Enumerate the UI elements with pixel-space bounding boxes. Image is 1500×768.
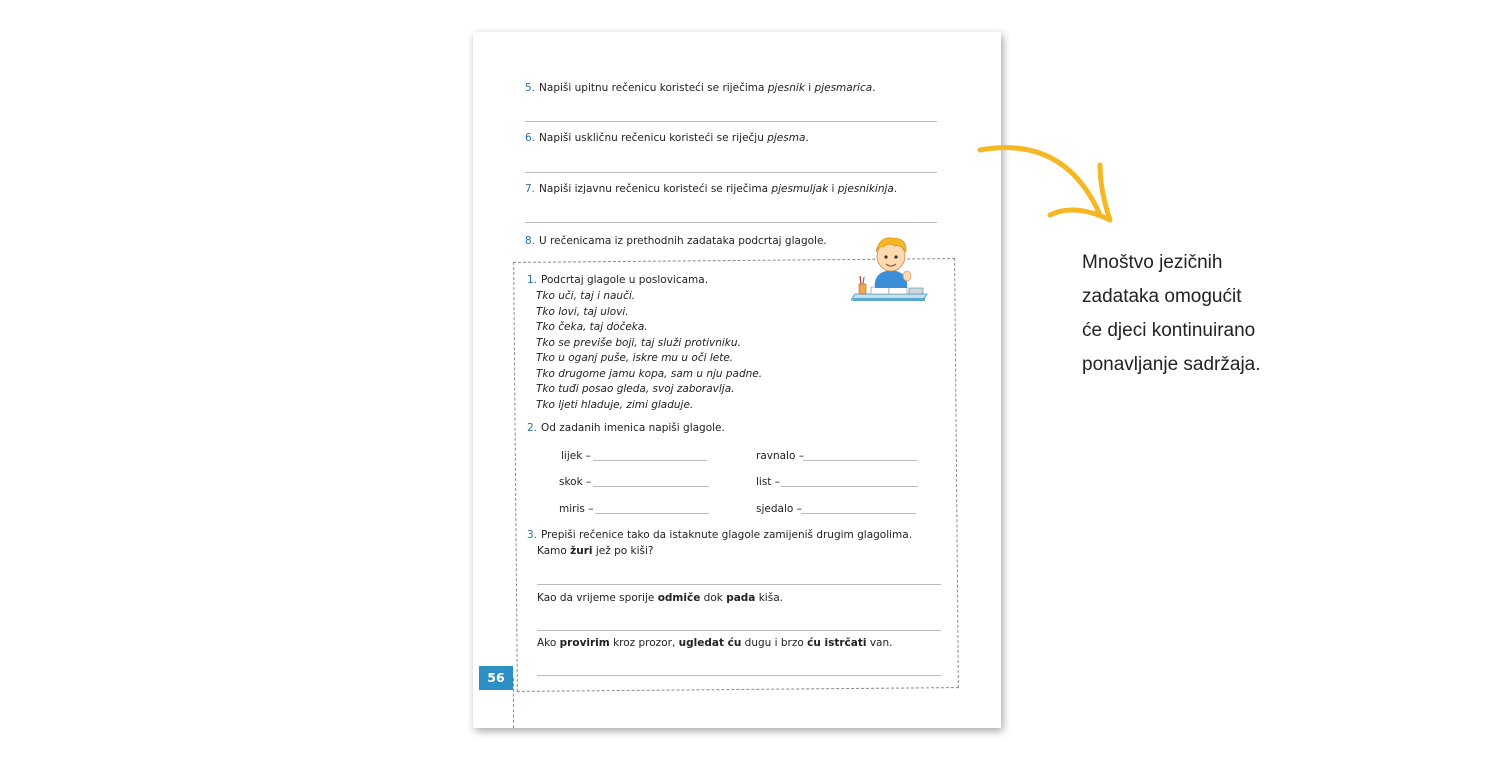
sentence-1 bbox=[537, 545, 653, 557]
task-word: pjesmarica bbox=[814, 82, 873, 94]
callout-line: će djeci kontinuirano bbox=[1082, 320, 1256, 341]
sentence-text: dugu i brzo bbox=[741, 637, 808, 649]
sentence-2 bbox=[537, 592, 783, 604]
answer-line bbox=[525, 222, 937, 223]
task-number: 7. bbox=[525, 183, 536, 195]
task-text: i bbox=[828, 183, 838, 195]
sentence-text: Kamo bbox=[537, 545, 571, 557]
page-number: 56 bbox=[479, 666, 513, 690]
noun-label: sjedalo – bbox=[756, 503, 802, 515]
answer-line bbox=[537, 584, 941, 585]
highlighted-verb: pada bbox=[726, 592, 756, 604]
task-5 bbox=[525, 82, 876, 94]
highlighted-verb: odmiče bbox=[657, 592, 701, 604]
sentence-text: kiša. bbox=[755, 592, 783, 604]
proverb: Tko čeka, taj dočeka. bbox=[536, 321, 648, 333]
box-task-1-title bbox=[527, 274, 708, 286]
answer-line bbox=[781, 486, 918, 487]
task-text: . bbox=[805, 132, 809, 144]
box-task-2-title bbox=[527, 422, 725, 434]
task-number: 5. bbox=[525, 82, 536, 94]
noun-label: miris – bbox=[559, 503, 594, 515]
sentence-text: dok bbox=[700, 592, 727, 604]
task-text: Podcrtaj glagole u poslovicama. bbox=[541, 274, 709, 286]
curved-arrow-icon bbox=[975, 135, 1120, 230]
task-7 bbox=[525, 183, 897, 195]
task-number: 8. bbox=[525, 235, 536, 247]
task-word: pjesnikinja bbox=[837, 183, 894, 195]
box-task-3-title bbox=[527, 529, 912, 541]
task-8 bbox=[525, 235, 827, 247]
answer-line bbox=[801, 513, 916, 514]
proverb: Tko ljeti hladuje, zimi gladuje. bbox=[536, 398, 694, 411]
answer-line bbox=[593, 486, 709, 487]
task-word: pjesma bbox=[767, 132, 806, 144]
callout-line: zadataka omogućit bbox=[1082, 286, 1242, 307]
answer-line bbox=[525, 121, 937, 122]
sentence-text: jež po kiši? bbox=[592, 545, 654, 557]
sentence-3 bbox=[537, 637, 892, 649]
page-tab-line bbox=[513, 678, 514, 728]
answer-line bbox=[537, 675, 941, 676]
task-text: . bbox=[893, 183, 898, 195]
answer-line bbox=[525, 172, 937, 173]
answer-line bbox=[803, 460, 917, 461]
highlighted-verb: ugledat ću bbox=[678, 637, 742, 649]
task-text: Od zadanih imenica napiši glagole. bbox=[541, 422, 725, 434]
task-text: Napiši izjavnu rečenicu koristeći se riječima bbox=[539, 183, 772, 195]
sentence-text: kroz prozor, bbox=[609, 637, 679, 649]
task-word: pjesnik bbox=[767, 82, 805, 94]
proverb: Tko drugome jamu kopa, sam u nju padne. bbox=[536, 367, 763, 380]
answer-line bbox=[537, 630, 941, 631]
proverb: Tko tuđi posao gleda, svoj zaboravlja. bbox=[536, 383, 735, 395]
task-number: 2. bbox=[527, 422, 538, 434]
noun-label: skok – bbox=[559, 476, 592, 488]
task-text: U rečenicama iz prethodnih zadataka podcrtaj glagole. bbox=[539, 235, 827, 247]
proverb: Tko se previše boji, taj služi protivniku. bbox=[536, 336, 741, 349]
noun-label: ravnalo – bbox=[756, 450, 804, 462]
task-text: i bbox=[804, 82, 815, 94]
proverb: Tko lovi, taj ulovi. bbox=[536, 305, 629, 318]
callout-text bbox=[1082, 246, 1261, 382]
sentence-text: Kao da vrijeme sporije bbox=[537, 592, 658, 604]
callout-line: Mnoštvo jezičnih bbox=[1082, 252, 1223, 273]
task-text: . bbox=[872, 82, 876, 94]
task-text: Napiši upitnu rečenicu koristeći se riječima bbox=[539, 82, 768, 94]
sentence-text: van. bbox=[866, 637, 893, 649]
highlighted-verb: ću istrčati bbox=[807, 637, 867, 649]
workbook-page bbox=[473, 32, 1001, 728]
proverb: Tko uči, taj i nauči. bbox=[536, 290, 636, 302]
task-text: Napiši uskličnu rečenicu koristeći se riječju bbox=[539, 132, 768, 144]
sentence-text: Ako bbox=[537, 637, 560, 649]
callout-line: ponavljanje sadržaja. bbox=[1082, 354, 1261, 375]
proverb: Tko u oganj puše, iskre mu u oči lete. bbox=[536, 352, 734, 364]
task-number: 6. bbox=[525, 132, 536, 144]
task-6 bbox=[525, 132, 809, 144]
illustration-boy-writing bbox=[851, 232, 931, 304]
highlighted-verb: žuri bbox=[570, 545, 593, 557]
task-number: 3. bbox=[527, 529, 538, 541]
task-number: 1. bbox=[527, 274, 538, 286]
answer-line bbox=[593, 460, 707, 461]
noun-label: lijek – bbox=[561, 450, 591, 462]
task-word: pjesmuljak bbox=[771, 183, 829, 195]
answer-line bbox=[595, 513, 709, 514]
task-text: Prepiši rečenice tako da istaknute glagole zamijeniš drugim glagolima. bbox=[541, 529, 913, 541]
noun-label: list – bbox=[756, 476, 781, 488]
highlighted-verb: provirim bbox=[559, 637, 610, 649]
